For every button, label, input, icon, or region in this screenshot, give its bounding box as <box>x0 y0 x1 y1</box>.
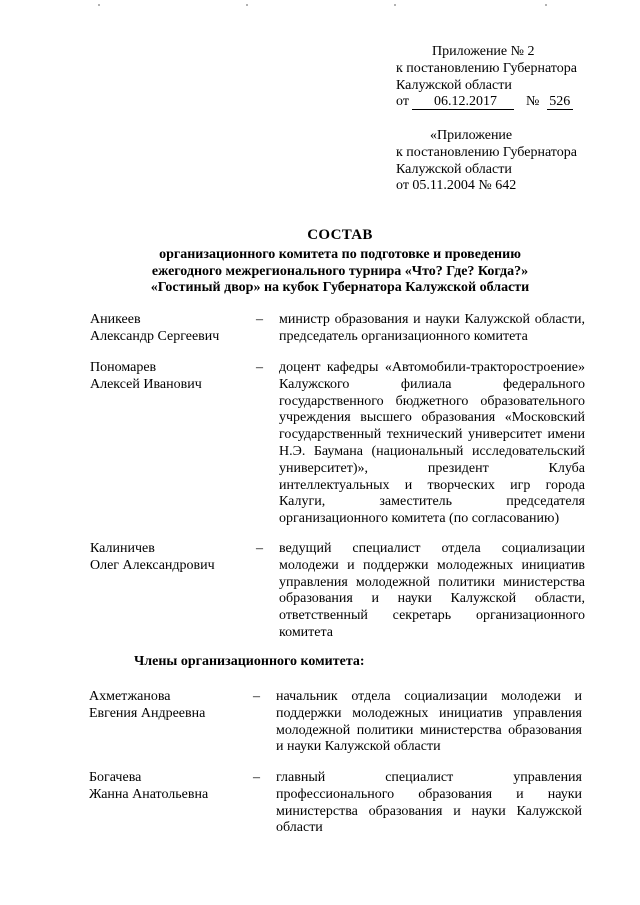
dash: – <box>256 312 263 327</box>
surname: Ахметжанова <box>89 689 171 704</box>
members-heading: Члены организационного комитета: <box>134 654 365 669</box>
person-name <box>90 312 260 346</box>
appendix-header <box>396 44 616 111</box>
person-role: доцент кафедры «Автомобили-тракторостроение» Калужского филиала федерального государственного бюджетного образовательного учреждения высшего образования «Московский государственный технический университет имени Н.Э. Баумана (национальный исследовательский университет)», президент Клуба интеллектуальных и творческих игр города Калуги, заместитель председателя организационного комитета (по согласованию) <box>279 360 585 527</box>
surname: Калиничев <box>90 541 155 556</box>
original-appendix <box>396 128 616 195</box>
title-line: организационного комитета по подготовке и проведению <box>159 246 521 262</box>
appendix-line: Калужской области <box>396 77 512 93</box>
person-name <box>89 770 259 804</box>
given-names: Жанна Анатольевна <box>89 786 209 802</box>
date-prefix: от <box>396 94 409 110</box>
dash: – <box>253 689 260 704</box>
scan-specks <box>0 4 640 8</box>
given-names: Олег Александрович <box>90 557 215 573</box>
title-line: ежегодного межрегионального турнира «Что? Где? Когда?» <box>151 263 529 279</box>
person-name <box>89 689 259 723</box>
appendix-date-line <box>396 94 616 111</box>
surname: Пономарев <box>90 360 157 375</box>
scan-speck <box>98 4 100 6</box>
person-role: начальник отдела социализации молодежи и поддержки молодежных инициатив управления молодежной политики министерства образования и науки Калужской области <box>276 689 582 755</box>
given-names: Алексей Иванович <box>90 376 202 392</box>
title-line: «Гостиный двор» на кубок Губернатора Калужской области <box>150 280 530 296</box>
person-role: министр образования и науки Калужской области, председатель организационного комитета <box>279 312 585 344</box>
person-role: главный специалист управления профессионального образования и науки министерства образования и науки Калужской области <box>276 770 582 836</box>
dash: – <box>253 770 260 785</box>
original-appendix-line: к постановлению Губернатора <box>396 144 577 160</box>
given-names: Александр Сергеевич <box>90 328 220 344</box>
number-sign: № <box>525 94 540 110</box>
dash: – <box>256 360 263 375</box>
given-names: Евгения Андреевна <box>89 705 206 721</box>
dash: – <box>256 541 263 556</box>
original-appendix-line: от 05.11.2004 № 642 <box>396 178 517 194</box>
person-name <box>90 541 260 575</box>
date-field: 06.12.2017 <box>412 95 514 110</box>
scan-speck <box>545 4 547 6</box>
scan-speck <box>246 4 248 6</box>
title-heading: СОСТАВ <box>307 227 373 243</box>
person-role: ведущий специалист отдела социализации молодежи и поддержки молодежных инициатив управления молодежной политики министерства образования и науки Калужской области, ответственный секретарь организационного комитета <box>279 541 585 640</box>
number-field: 526 <box>547 95 573 110</box>
surname: Аникеев <box>90 312 141 327</box>
appendix-line: к постановлению Губернатора <box>396 60 577 76</box>
original-appendix-line: «Приложение <box>430 128 513 143</box>
scan-speck <box>394 4 396 6</box>
appendix-line: Приложение № 2 <box>432 44 535 59</box>
document-title <box>120 227 560 297</box>
original-appendix-line: Калужской области <box>396 161 512 177</box>
surname: Богачева <box>89 770 142 785</box>
person-name <box>90 360 260 394</box>
